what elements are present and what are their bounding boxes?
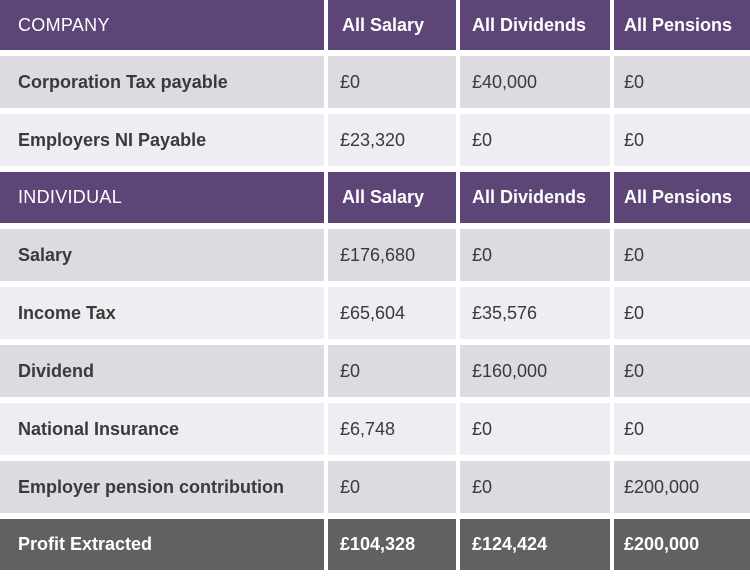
pensions-value: £0 — [614, 287, 750, 339]
total-row — [0, 519, 750, 570]
salary-value: £0 — [328, 461, 456, 513]
company-section-title: COMPANY — [0, 0, 324, 50]
row-label: Employers NI Payable — [0, 114, 324, 166]
row-label: Dividend — [0, 345, 324, 397]
row-label: Corporation Tax payable — [0, 56, 324, 108]
column-header-all-dividends: All Dividends — [460, 172, 610, 223]
salary-value: £0 — [328, 56, 456, 108]
individual-header-row — [0, 172, 750, 223]
row-label: National Insurance — [0, 403, 324, 455]
total-label: Profit Extracted — [0, 519, 324, 570]
table-row — [0, 345, 750, 397]
total-dividends-value: £124,424 — [460, 519, 610, 570]
dividends-value: £160,000 — [460, 345, 610, 397]
dividends-value: £40,000 — [460, 56, 610, 108]
table-row — [0, 403, 750, 455]
pensions-value: £0 — [614, 345, 750, 397]
dividends-value: £0 — [460, 114, 610, 166]
table-row — [0, 114, 750, 166]
dividends-value: £35,576 — [460, 287, 610, 339]
pensions-value: £0 — [614, 56, 750, 108]
salary-value: £65,604 — [328, 287, 456, 339]
dividends-value: £0 — [460, 461, 610, 513]
table-row — [0, 229, 750, 281]
pensions-value: £0 — [614, 403, 750, 455]
pensions-value: £0 — [614, 229, 750, 281]
pensions-value: £0 — [614, 114, 750, 166]
total-pensions-value: £200,000 — [614, 519, 750, 570]
row-label: Salary — [0, 229, 324, 281]
table-row — [0, 56, 750, 108]
company-header-row — [0, 0, 750, 50]
salary-value: £6,748 — [328, 403, 456, 455]
salary-value: £23,320 — [328, 114, 456, 166]
column-header-all-salary: All Salary — [328, 172, 456, 223]
dividends-value: £0 — [460, 403, 610, 455]
dividends-value: £0 — [460, 229, 610, 281]
column-header-all-pensions: All Pensions — [614, 0, 750, 50]
column-header-all-salary: All Salary — [328, 0, 456, 50]
total-salary-value: £104,328 — [328, 519, 456, 570]
salary-value: £0 — [328, 345, 456, 397]
salary-value: £176,680 — [328, 229, 456, 281]
table-row — [0, 287, 750, 339]
row-label: Employer pension contribution — [0, 461, 324, 513]
column-header-all-pensions: All Pensions — [614, 172, 750, 223]
individual-section-title: INDIVIDUAL — [0, 172, 324, 223]
column-header-all-dividends: All Dividends — [460, 0, 610, 50]
table-row — [0, 461, 750, 513]
row-label: Income Tax — [0, 287, 324, 339]
pensions-value: £200,000 — [614, 461, 750, 513]
